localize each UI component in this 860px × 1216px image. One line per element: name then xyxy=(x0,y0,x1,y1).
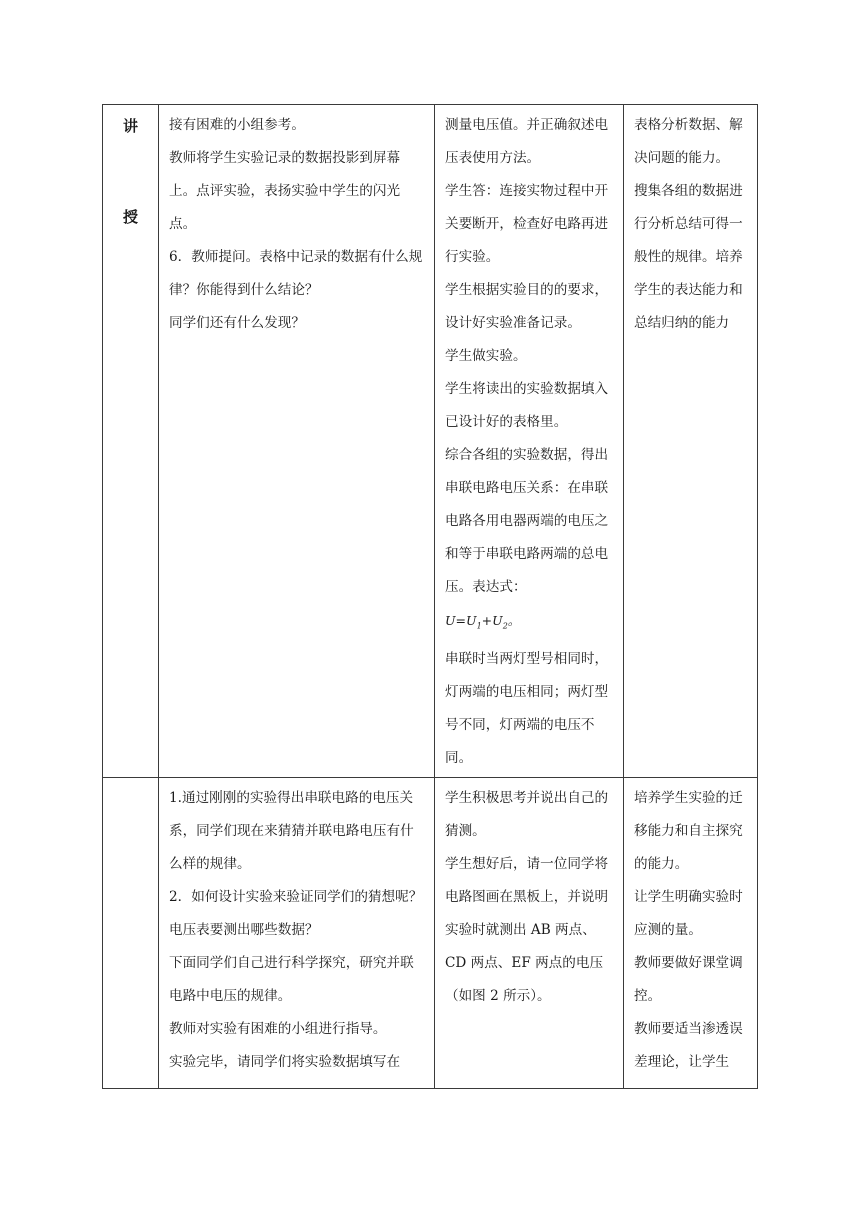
paragraph: 综合各组的实验数据，得出串联电路电压关系：在串联电路各用电器两端的电压之和等于串联电路两端的总电压。表达式： xyxy=(445,447,609,595)
section-label-char: 讲 xyxy=(122,117,138,135)
design-purpose-cell xyxy=(624,105,758,778)
teacher-activity-cell xyxy=(159,105,435,778)
student-activity-cell xyxy=(435,105,624,778)
paragraph: 教师将学生实验记录的数据投影到屏幕上。点评实验，表扬实验中学生的闪光点。 xyxy=(169,150,401,232)
formula: $U=U_1+U_2$。 xyxy=(445,613,521,631)
paragraph: 让学生明确实验时应测的量。 xyxy=(634,889,743,938)
paragraph: 实验完毕，请同学们将实验数据填写在 xyxy=(169,1054,401,1070)
paragraph: 学生将读出的实验数据填入已设计好的表格里。 xyxy=(445,381,609,430)
paragraph: 搜集各组的数据进行分析总结可得一般性的规律。培养学生的表达能力和总结归纳的能力 xyxy=(634,183,743,331)
table-row xyxy=(103,105,758,778)
paragraph: 学生根据实验目的的要求，设计好实验准备记录。 xyxy=(445,282,609,331)
teacher-activity-cell xyxy=(159,778,435,1089)
student-activity-cell xyxy=(435,778,624,1089)
table-row xyxy=(103,778,758,1089)
paragraph: 教师要做好课堂调控。 xyxy=(634,955,743,1004)
paragraph: 测量电压值。并正确叙述电压表使用方法。 xyxy=(445,117,609,166)
paragraph: 学生做实验。 xyxy=(445,348,527,364)
paragraph: 学生答：连接实物过程中开关要断开，检查好电路再进行实验。 xyxy=(445,183,609,265)
section-label-cell xyxy=(103,778,159,1089)
paragraph: 学生积极思考并说出自己的猜测。 xyxy=(445,790,609,839)
design-purpose-cell xyxy=(624,778,758,1089)
paragraph: 2．如何设计实验来验证同学们的猜想呢？电压表要测出哪些数据？ xyxy=(169,889,423,938)
lesson-plan-table xyxy=(102,104,758,1089)
paragraph: 培养学生实验的迁移能力和自主探究的能力。 xyxy=(634,790,743,872)
paragraph: 教师对实验有困难的小组进行指导。 xyxy=(169,1021,387,1037)
paragraph: 1.通过刚刚的实验得出串联电路的电压关系，同学们现在来猜猜并联电路电压有什么样的规律。 xyxy=(169,790,414,872)
paragraph: 教师要适当渗透误差理论，让学生 xyxy=(634,1021,743,1070)
paragraph: 学生想好后，请一位同学将电路图画在黑板上，并说明实验时就测出 AB 两点、CD 两点、EF 两点的电压（如图 2 所示）。 xyxy=(445,856,609,1004)
section-label-cell xyxy=(103,105,159,778)
paragraph: 接有困难的小组参考。 xyxy=(169,117,305,133)
paragraph: 表格分析数据、解决问题的能力。 xyxy=(634,117,743,166)
paragraph: 下面同学们自己进行科学探究，研究并联电路中电压的规律。 xyxy=(169,955,414,1004)
paragraph: 串联时当两灯型号相同时，灯两端的电压相同；两灯型号不同，灯两端的电压不同。 xyxy=(445,650,609,766)
paragraph: 6．教师提问。表格中记录的数据有什么规律？你能得到什么结论？ xyxy=(169,249,423,298)
paragraph: 同学们还有什么发现？ xyxy=(169,315,305,331)
section-label-char: 授 xyxy=(122,208,138,226)
